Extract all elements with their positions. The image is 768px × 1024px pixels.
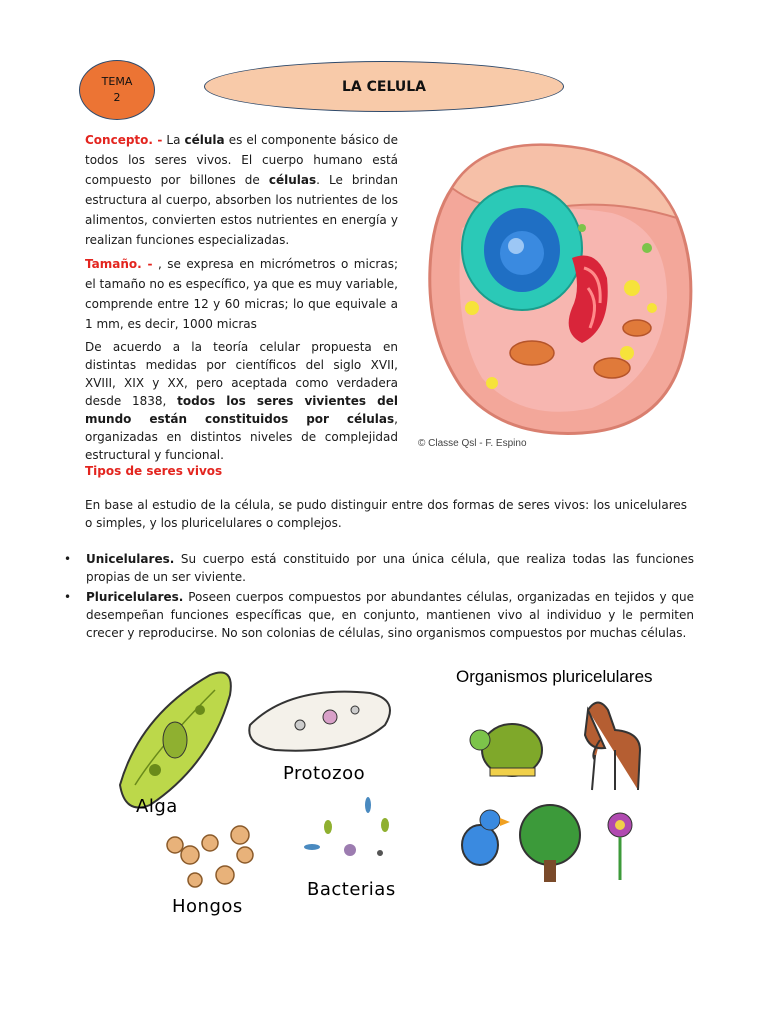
bird-drawing bbox=[462, 810, 510, 865]
concepto-text-3: . Le brindan estructura al cuerpo, absorben los nutrientes de los alimentos, convierten estos nutrientes en energía y realizan funciones especializadas. bbox=[85, 173, 398, 247]
protozoo-drawing bbox=[249, 692, 390, 751]
concepto-bold-2: células bbox=[268, 173, 317, 187]
tamano-label: Tamaño. - bbox=[85, 257, 153, 271]
teoria-text-1: De acuerdo a la teoría celular propuesta en distintas medidas por científicos del siglo XVII, XVIII, XIX y XX, pero aceptada como verdadera desde 1838, bbox=[85, 340, 398, 408]
topic-badge bbox=[79, 60, 155, 120]
concepto-text-1: La bbox=[162, 133, 185, 147]
tamano-text: , se expresa en micrómetros o micras; el tamaño no es específico, ya que es muy variable, comprende entre 12 y 60 micras; lo que equivale a 1 mm, es decir, 1000 micras bbox=[85, 257, 398, 331]
unicellular-illustration bbox=[100, 655, 410, 920]
animal-cell-illustration bbox=[412, 128, 702, 452]
list-item bbox=[64, 550, 694, 586]
teoria-paragraph bbox=[85, 338, 398, 464]
concepto-text-2: es el componente básico de todos los seres vivos. El cuerpo humano está compuesto por billones de bbox=[85, 133, 398, 187]
bullet-dot: • bbox=[64, 590, 72, 604]
concepto-paragraph bbox=[85, 130, 398, 250]
tamano-paragraph bbox=[85, 254, 398, 334]
bullet-text: Su cuerpo está constituido por una única célula, que realiza todas las funciones propias de un ser viviente. bbox=[86, 552, 694, 584]
bullet-term: Unicelulares. bbox=[86, 552, 175, 566]
tipos-heading: Tipos de seres vivos bbox=[85, 464, 223, 478]
hongos-label: Hongos bbox=[172, 896, 243, 917]
cell-image-credit: © Classe Qsl - F. Espino bbox=[418, 438, 527, 449]
list-item bbox=[64, 588, 694, 642]
flower-drawing bbox=[608, 813, 632, 880]
alga-label: Alga bbox=[136, 796, 178, 817]
teoria-text-2: , organizadas en distintos niveles de complejidad estructural y funcional. bbox=[85, 412, 398, 462]
pluricellular-illustration bbox=[450, 660, 655, 895]
hongos-drawing bbox=[167, 826, 253, 887]
horse-drawing bbox=[585, 703, 640, 791]
tree-drawing bbox=[520, 805, 580, 882]
topic-badge-number: 2 bbox=[113, 91, 121, 104]
pluri-title: Organismos pluricelulares bbox=[456, 667, 653, 686]
alga-drawing bbox=[120, 673, 231, 808]
topic-badge-label: TEMA bbox=[101, 75, 133, 88]
bacterias-drawing bbox=[304, 797, 389, 856]
bullet-term: Pluricelulares. bbox=[86, 590, 184, 604]
bullet-text: Poseen cuerpos compuestos por abundantes células, organizadas en tejidos y que desempeñan funciones específicas que, en conjunto, mantienen vivo al individuo y le permiten crecer y reproducirse. No son colonias de células, sino organismos compuestos por muchas células. bbox=[86, 590, 694, 640]
protozoo-label: Protozoo bbox=[283, 763, 366, 784]
page-title-text: LA CELULA bbox=[341, 78, 426, 95]
turtle-drawing bbox=[470, 724, 542, 776]
tipos-intro: En base al estudio de la célula, se pudo distinguir entre dos formas de seres vivos: los unicelulares o simples, y los pluricelulares o complejos. bbox=[85, 498, 687, 530]
teoria-bold: todos los seres vivientes del mundo están constituidos por células bbox=[85, 394, 399, 426]
tipos-list bbox=[64, 550, 694, 642]
concepto-bold-1: célula bbox=[184, 133, 225, 147]
page-title bbox=[204, 61, 564, 112]
bullet-dot: • bbox=[64, 552, 72, 566]
bacterias-label: Bacterias bbox=[307, 879, 396, 900]
concepto-label: Concepto. - bbox=[85, 133, 163, 147]
